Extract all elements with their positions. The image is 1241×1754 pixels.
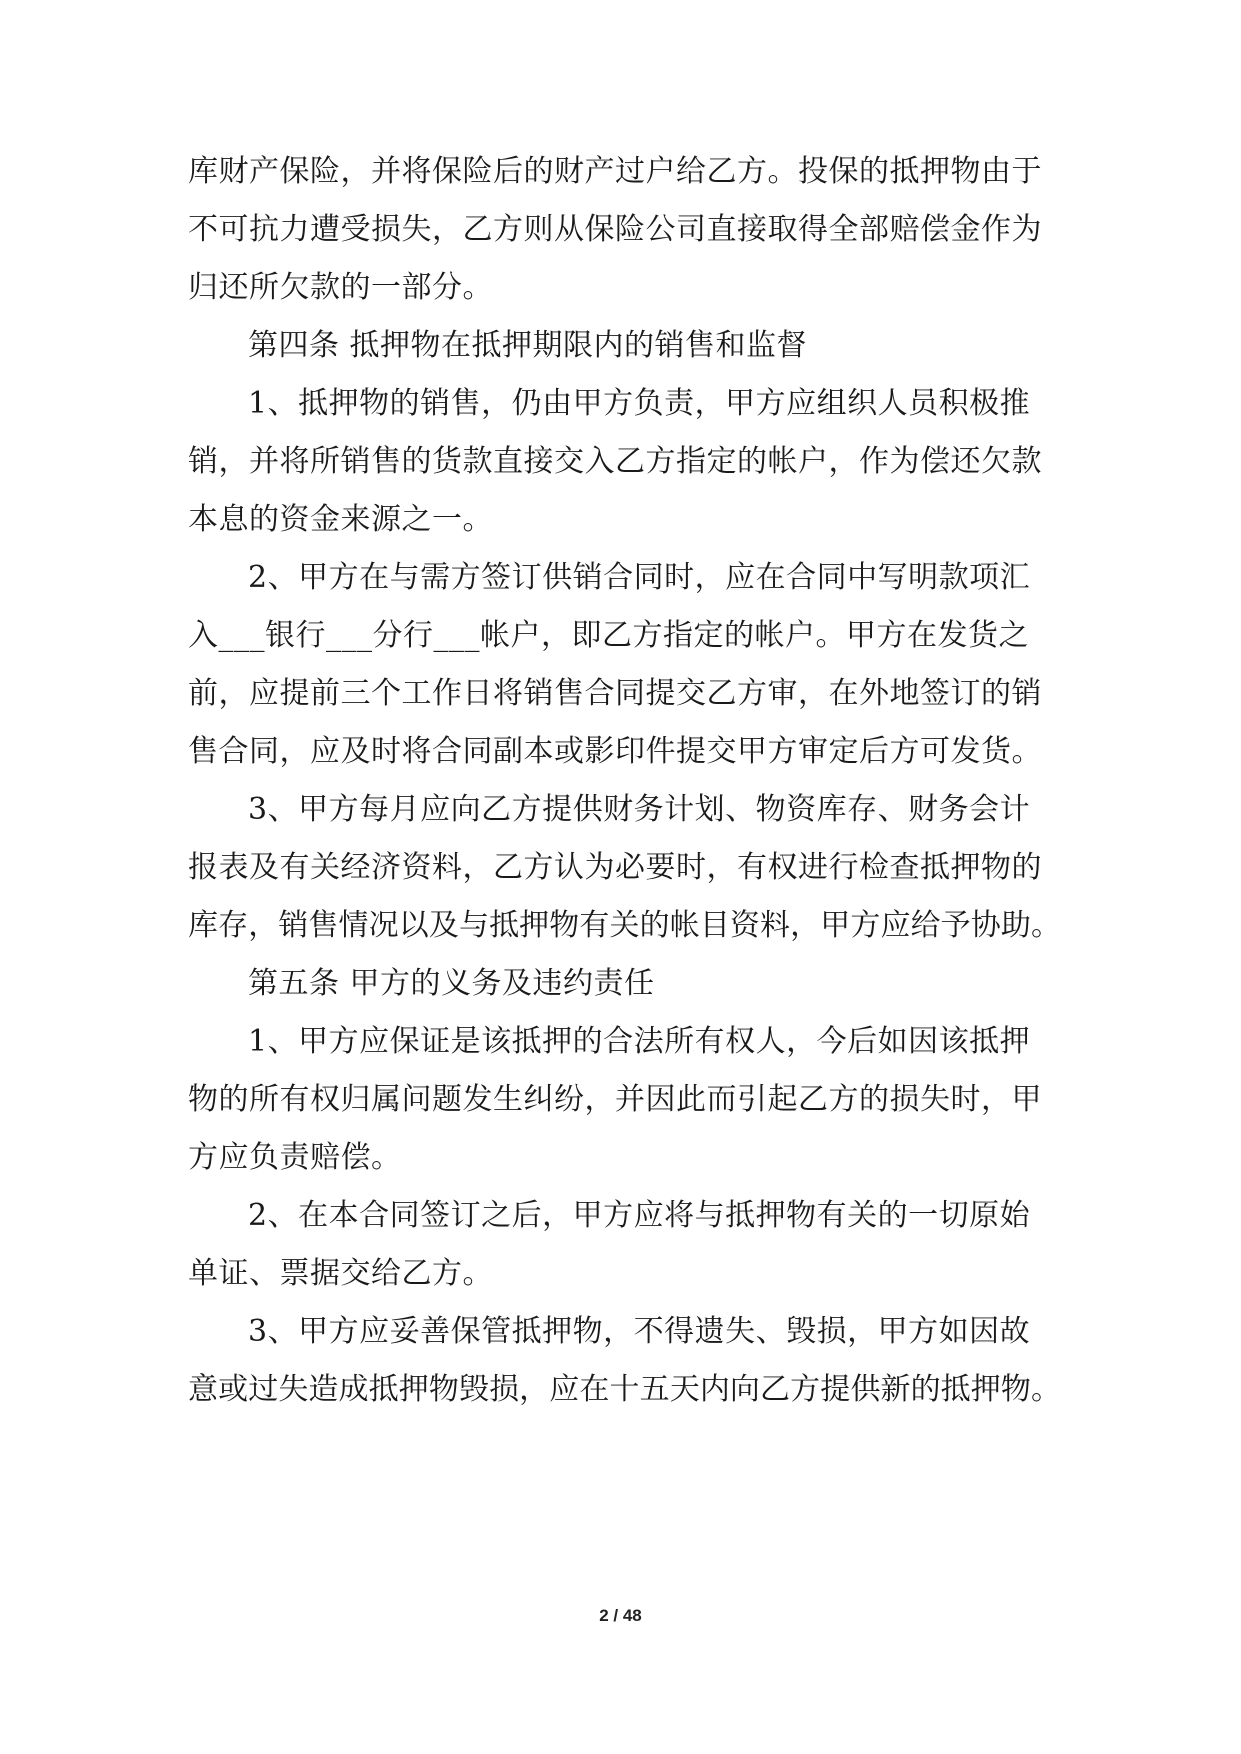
text-line: 不可抗力遭受损失，乙方则从保险公司直接取得全部赔偿金作为 <box>188 212 1042 247</box>
text-line: 本息的资金来源之一。 <box>188 502 493 537</box>
text-line: 3、甲方每月应向乙方提供财务计划、物资库存、财务会计 <box>248 792 1031 827</box>
text-line: 2、在本合同签订之后，甲方应将与抵押物有关的一切原始 <box>248 1198 1031 1233</box>
text-line: 意或过失造成抵押物毁损，应在十五天内向乙方提供新的抵押物。 <box>188 1372 1062 1407</box>
text-line: 1、甲方应保证是该抵押的合法所有权人，今后如因该抵押 <box>248 1024 1031 1059</box>
text-line: 库财产保险，并将保险后的财产过户给乙方。投保的抵押物由于 <box>188 154 1042 189</box>
text-line: 1、抵押物的销售，仍由甲方负责，甲方应组织人员积极推 <box>248 386 1031 421</box>
text-line: 2、甲方在与需方签订供销合同时，应在合同中写明款项汇 <box>248 560 1031 595</box>
text-line: 入___银行___分行___帐户，即乙方指定的帐户。甲方在发货之 <box>188 618 1029 653</box>
text-line: 销，并将所销售的货款直接交入乙方指定的帐户，作为偿还欠款 <box>188 444 1042 479</box>
section-heading: 第四条 抵押物在抵押期限内的销售和监督 <box>248 328 808 363</box>
text-line: 归还所欠款的一部分。 <box>188 270 493 305</box>
text-line: 3、甲方应妥善保管抵押物，不得遗失、毁损，甲方如因故 <box>248 1314 1031 1349</box>
section-heading: 第五条 甲方的义务及违约责任 <box>248 966 655 1001</box>
text-line: 售合同，应及时将合同副本或影印件提交甲方审定后方可发货。 <box>188 734 1042 769</box>
text-line: 单证、票据交给乙方。 <box>188 1256 493 1291</box>
text-line: 物的所有权归属问题发生纠纷，并因此而引起乙方的损失时，甲 <box>188 1082 1042 1117</box>
text-line: 库存，销售情况以及与抵押物有关的帐目资料，甲方应给予协助。 <box>188 908 1062 943</box>
text-line: 前，应提前三个工作日将销售合同提交乙方审，在外地签订的销 <box>188 676 1042 711</box>
page-number: 2 / 48 <box>599 1606 642 1625</box>
text-line: 方应负责赔偿。 <box>188 1140 402 1175</box>
text-line: 报表及有关经济资料，乙方认为必要时，有权进行检查抵押物的 <box>188 850 1042 885</box>
